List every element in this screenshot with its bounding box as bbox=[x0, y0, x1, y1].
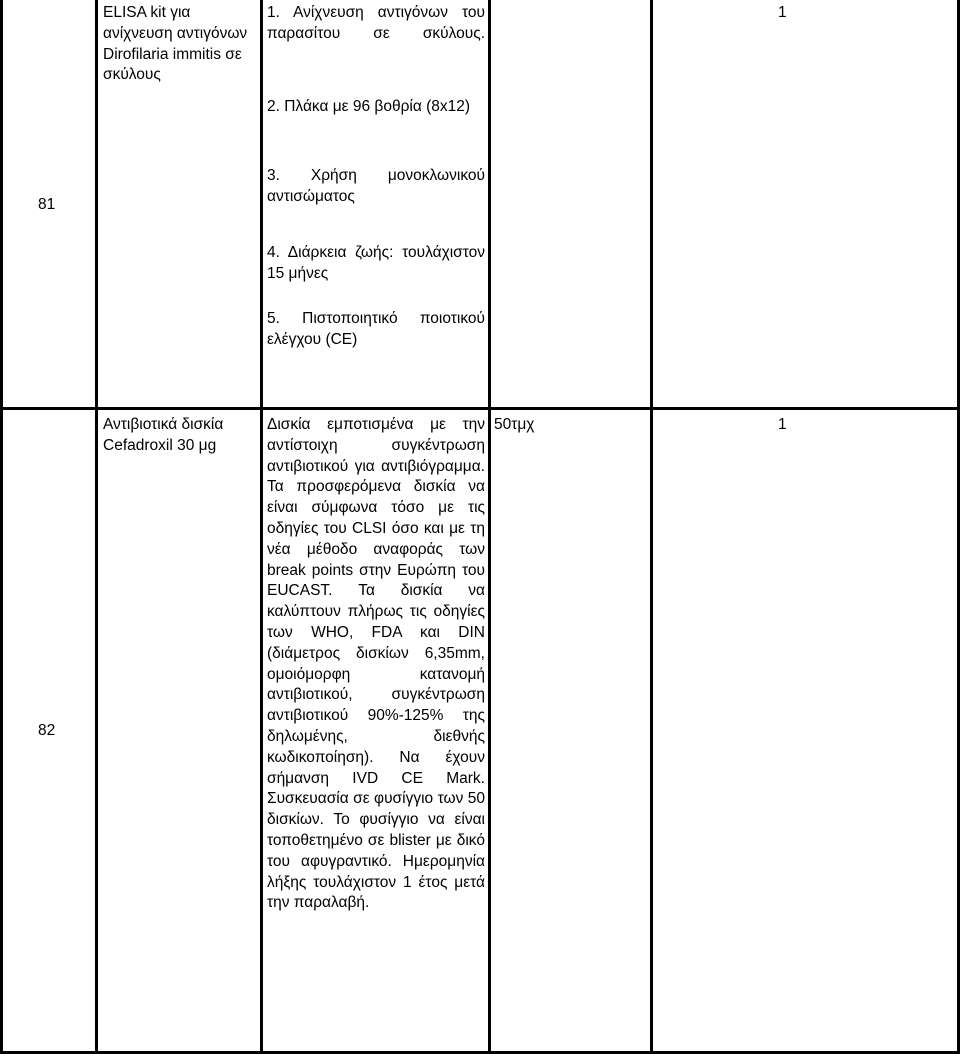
quantity-value: 1 bbox=[778, 416, 787, 433]
spec-line: 1. Ανίχνευση αντιγόνων του παρασίτου σε σκύλους. bbox=[267, 4, 485, 42]
item-name: Αντιβιοτικά δισκία Cefadroxil 30 μg bbox=[103, 416, 224, 454]
spec-text: Δισκία εμποτισμένα με την αντίστοιχη συγκέντρωση αντιβιοτικού για αντιβιόγραμμα. Τα προσφερόμενα δισκία να είναι σύμφωνα τόσο με τις οδηγίες του CLSI όσο και με τη νέα μέθοδο αναφοράς των break points στην Ευρώπη του EUCAST. Τα δισκία να καλύπτουν πλήρως τις οδηγίες των WHO, FDA και DIN (διάμετρος δισκίων 6,35mm, ομοιόμορφη κατανομή αντιβιοτικού, συγκέντρωση αντιβιοτικού 90%-125% της δηλωμένης, διεθνής κωδικοποίηση). Να έχουν σήμανση IVD CE Mark. Συσκευασία σε φυσίγγιο των 50 δισκίων. Το φυσίγγιο να είναι τοποθετημένο σε blister με δικό του αφυγραντικό. Ημερομηνία λήξης τουλάχιστον 1 έτος μετά την παραλαβή. bbox=[267, 416, 485, 912]
column-divider bbox=[260, 0, 263, 1054]
spec-line: 3. Χρήση μονοκλωνικού αντισώματος bbox=[267, 167, 485, 205]
item-name: ELISA kit για ανίχνευση αντιγόνων Dirofilaria immitis σε σκύλους bbox=[103, 4, 248, 84]
column-divider bbox=[650, 0, 653, 1054]
row-divider bbox=[0, 407, 960, 410]
column-divider bbox=[95, 0, 98, 1054]
table-border-left bbox=[0, 0, 3, 1054]
column-divider bbox=[488, 0, 491, 1054]
spec-line: 4. Διάρκεια ζωής: τουλάχιστον 15 μήνες bbox=[267, 244, 485, 282]
row-number: 82 bbox=[38, 722, 56, 739]
spec-line: 5. Πιστοποιητικό ποιοτικού ελέγχου (CE) bbox=[267, 310, 485, 348]
quantity-value: 1 bbox=[778, 4, 787, 21]
row-number: 81 bbox=[38, 196, 56, 213]
spec-line: 2. Πλάκα με 96 βοθρία (8x12) bbox=[267, 98, 471, 115]
unit-value: 50τμχ bbox=[494, 416, 535, 433]
